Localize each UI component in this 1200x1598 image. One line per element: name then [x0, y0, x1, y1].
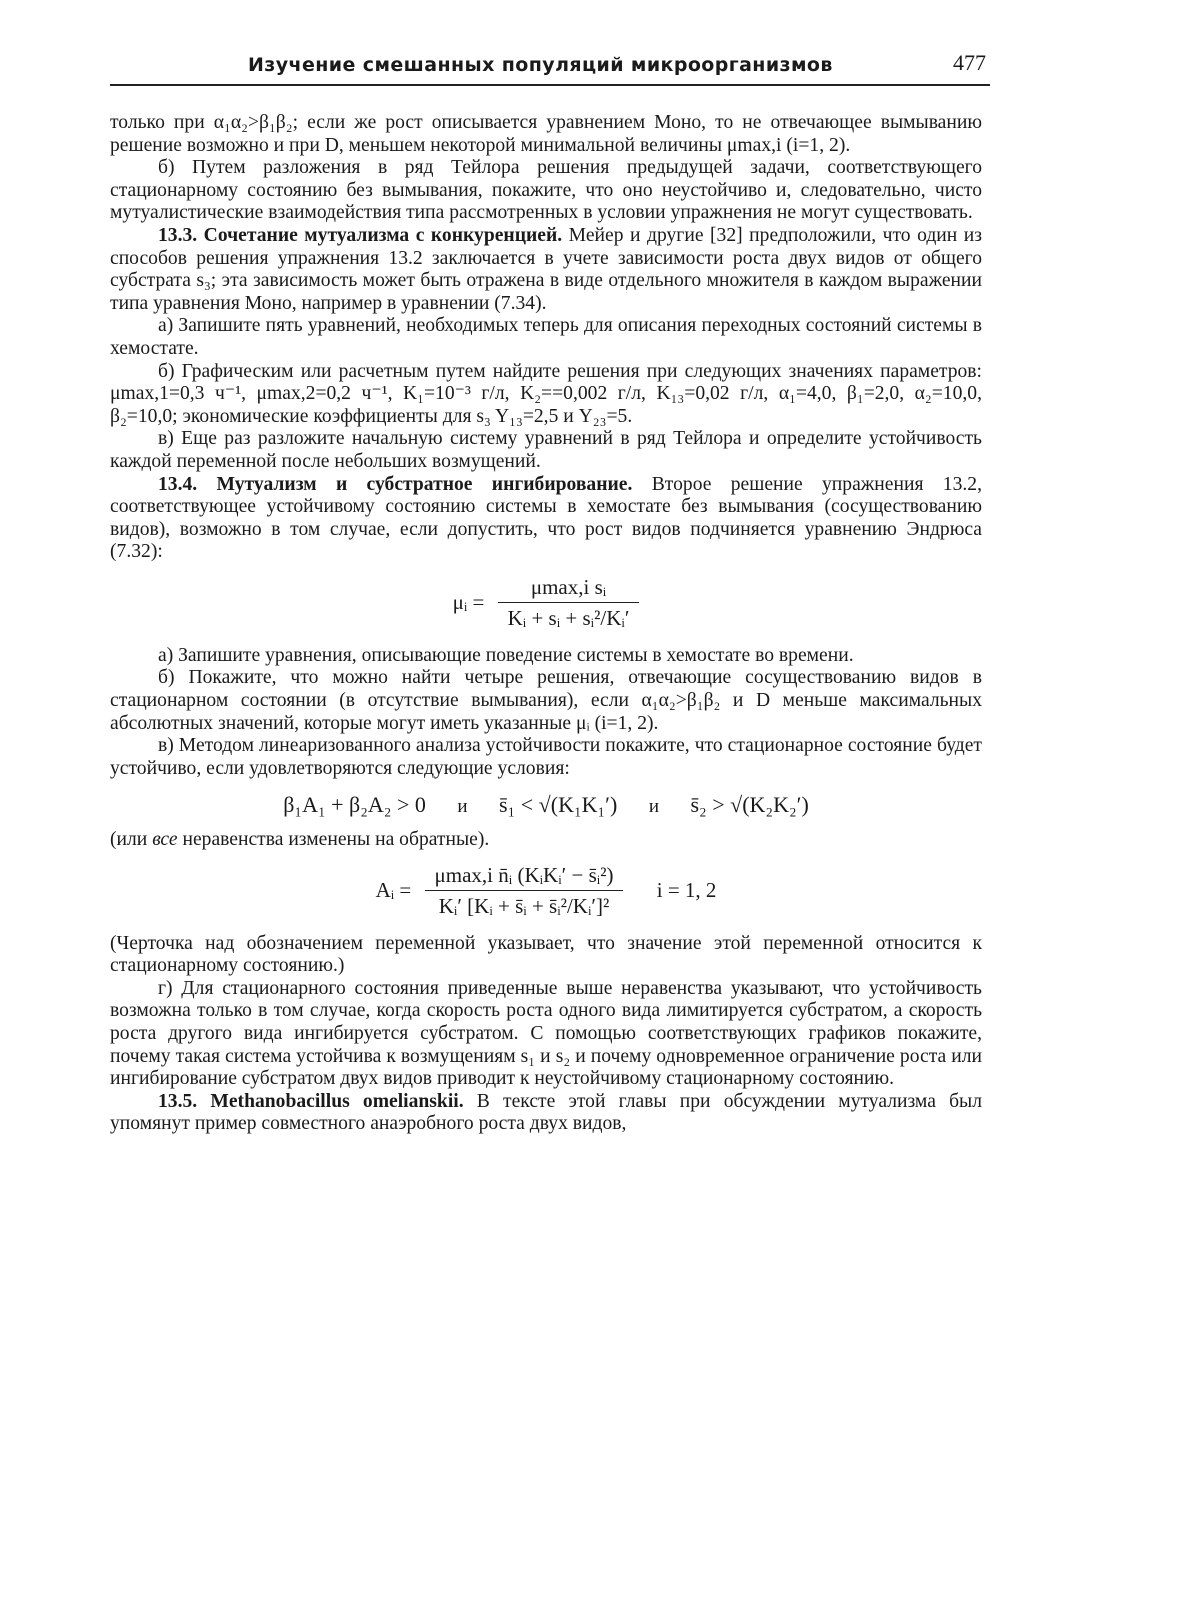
paragraph-13: г) Для стационарного состояния приведенные выше неравенства указывают, что устойчивость возможна только в том случае, когда скорость роста одного вида лимитируется субстратом, а скорость роста другого вида ингибируется субстратом. С помощью соответствующих графиков покажите, почему такая система устойчива к возмущениям s₁ и s₂ и почему одновременное ограничение роста или ингибирование субстратом двух видов приводит к неустойчивому стационарному состоянию. — [110, 977, 982, 1090]
ai-equation — [110, 862, 982, 919]
andrews-equation — [110, 574, 982, 631]
paragraph-11-pre: (или — [110, 829, 153, 851]
section-13-5-text: В тексте этой главы при обсуждении мутуализма был упомянут пример совместного анаэробного роста двух видов, — [110, 1090, 982, 1135]
ai-denominator: Kᵢ′ [Kᵢ + s̄ᵢ + s̄ᵢ²/Kᵢ′]² — [438, 893, 610, 918]
paragraph-5: б) Графическим или расчетным путем найдите решения при следующих значениях параметров: μmax,1=0,3 ч⁻¹, μmax,2=0,2 ч⁻¹, K₁=10⁻³ г/л, K₂==0,002 г/л, K₁₃=0,02 г/л, α₁=4,0, β₁=2,0, α₂=10,0, β₂=10,0; экономические коэффициенты для s₃ Y₁₃=2,5 и Y₂₃=5. — [110, 360, 982, 427]
paragraph-10: в) Методом линеаризованного анализа устойчивости покажите, что стационарное состояние будет устойчиво, если удовлетворяются следующие условия: — [110, 735, 982, 779]
section-13-4-text: Второе решение упражнения 13.2, соответствующее устойчивому состоянию системы в хемостате без вымывания (сосуществованию видов), возможно в том случае, если допустить, что рост видов подчиняется уравнению Эндрюса (7.32): — [110, 473, 982, 563]
paragraph-1: только при α₁α₂>β₁β₂; если же рост описывается уравнением Моно, то не отвечающее вымыванию решение возможно и при D, меньшем некоторой минимальной величины μmax,i (i=1, 2). — [110, 112, 982, 156]
andrews-lhs: μᵢ = — [452, 590, 485, 615]
paragraph-6: в) Еще раз разложите начальную систему уравнений в ряд Тейлора и определите устойчивость каждой переменной после небольших возмущений. — [110, 428, 982, 472]
paragraph-2: б) Путем разложения в ряд Тейлора решения предыдущей задачи, соответствующего стационарному состоянию без вымывания, покажите, что оно неустойчиво и, следовательно, чисто мутуалистические взаимодействия типа рассмотренных в условии упражнения не могут существовать. — [110, 157, 982, 224]
ai-fraction — [425, 862, 624, 919]
ai-lhs: Aᵢ = — [375, 878, 412, 903]
condition-3: s̄₂ > √(K₂K₂′) — [690, 792, 809, 818]
running-title: Изучение смешанных популяций микроорганизмов — [248, 54, 833, 76]
section-13-4 — [110, 474, 982, 564]
ai-numerator: μmax,i n̄ᵢ (KᵢKᵢ′ − s̄ᵢ²) — [425, 862, 624, 891]
andrews-fraction — [498, 574, 640, 631]
paragraph-4: а) Запишите пять уравнений, необходимых теперь для описания переходных состояний системы в хемостате. — [110, 315, 982, 359]
section-13-5-title: 13.5. Methanobacillus omelianskii. — [158, 1090, 464, 1112]
andrews-denominator: Kᵢ + sᵢ + sᵢ²/Kᵢ′ — [507, 605, 630, 630]
section-13-5 — [110, 1091, 982, 1136]
paragraph-12: (Черточка над обозначением переменной указывает, что значение этой переменной относится к стационарному состоянию.) — [110, 932, 982, 977]
section-13-4-title: 13.4. Мутуализм и субстратное ингибирование. — [158, 473, 633, 495]
condition-2: s̄₁ < √(K₁K₁′) — [499, 792, 618, 818]
ai-index-range: i = 1, 2 — [656, 878, 717, 903]
paragraph-8: а) Запишите уравнения, описывающие поведение системы в хемостате во времени. — [158, 644, 854, 666]
paragraph-11-emphasis: все — [152, 829, 178, 851]
andrews-numerator: μmax,i sᵢ — [498, 574, 640, 603]
conjunction-2: и — [648, 796, 659, 818]
stability-conditions — [110, 794, 982, 819]
paragraph-11 — [110, 829, 982, 852]
page-header — [110, 50, 990, 86]
page-number: 477 — [953, 50, 986, 75]
condition-1: β₁A₁ + β₂A₂ > 0 — [283, 792, 426, 818]
page-body — [110, 112, 982, 1136]
conjunction-1: и — [457, 796, 468, 818]
paragraph-11-post: неравенства изменены на обратные). — [177, 829, 490, 851]
section-13-3-text: Мейер и другие [32] предположили, что один из способов решения упражнения 13.2 заключается в учете зависимости роста двух видов от общего субстрата s₃; эта зависимость может быть отражена в виде отдельного множителя в каждом выражении типа уравнения Моно, например в уравнении (7.34). — [110, 224, 982, 314]
section-13-3 — [110, 225, 982, 315]
paragraph-9: б) Покажите, что можно найти четыре решения, отвечающие сосуществованию видов в стационарном состоянии (в отсутствие вымывания), если α₁α₂>β₁β₂ и D меньше максимальных абсолютных значений, которые могут иметь указанные μᵢ (i=1, 2). — [110, 667, 982, 734]
section-13-3-title: 13.3. Сочетание мутуализма с конкуренцией. — [158, 224, 563, 246]
